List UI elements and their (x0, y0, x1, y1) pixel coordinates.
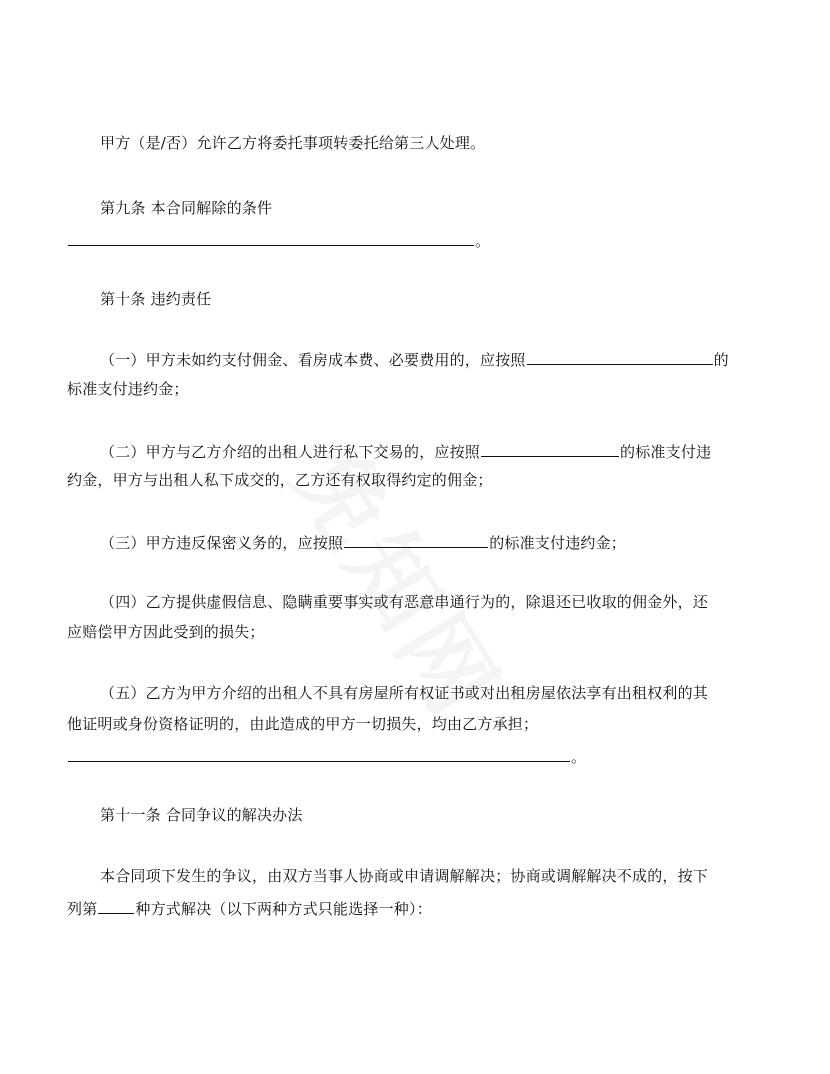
item-3-line: （三）甲方违反保密义务的，应按照 的标准支付违约金； (100, 531, 626, 553)
item-2-line-2: 约金，甲方与出租人私下成交的，乙方还有权取得约定的佣金； (67, 471, 493, 489)
article-9-heading: 第九条 本合同解除的条件 (100, 199, 273, 217)
item-5-blank-line: 。 (67, 745, 586, 767)
clause-transfer-permission: 甲方（是/否）允许乙方将委托事项转委托给第三人处理。 (100, 134, 486, 152)
item-1-standard-blank[interactable] (527, 348, 713, 365)
item-2-standard-blank[interactable] (481, 440, 619, 457)
dispute-method-blank[interactable] (98, 897, 134, 914)
dispute-line-2: 列第 种方式解决（以下两种方式只能选择一种）： (67, 897, 432, 919)
item-5-line-2: 他证明或身份资格证明的，由此造成的甲方一切损失，均由乙方承担； (67, 715, 539, 733)
item-1-line-2: 标准支付违约金； (67, 380, 189, 398)
item-3-standard-blank[interactable] (344, 531, 488, 548)
termination-conditions-blank[interactable] (68, 229, 474, 246)
item-2-line-1: （二）甲方与乙方介绍的出租人进行私下交易的，应按照 的标准支付违 (100, 440, 711, 462)
article-11-heading: 第十一条 合同争议的解决办法 (100, 806, 303, 824)
dispute-line-1: 本合同项下发生的争议，由双方当事人协商或申请调解解决；协商或调解解决不成的，按下 (100, 867, 709, 885)
item-4-line-1: （四）乙方提供虚假信息、隐瞒重要事实或有恶意串通行为的，除退还已收取的佣金外，还 (100, 593, 709, 611)
article-9-blank-line: 。 (67, 229, 490, 251)
article-10-heading: 第十条 违约责任 (100, 290, 212, 308)
item-5-line-1: （五）乙方为甲方介绍的出租人不具有房屋所有权证书或对出租房屋依法享有出租权利的其 (100, 684, 709, 702)
item-1-line-1: （一）甲方未如约支付佣金、看房成本费、必要费用的，应按照 的 (100, 348, 729, 370)
item-5-additional-blank[interactable] (68, 745, 570, 762)
item-4-line-2: 应赔偿甲方因此受到的损失； (67, 623, 265, 641)
